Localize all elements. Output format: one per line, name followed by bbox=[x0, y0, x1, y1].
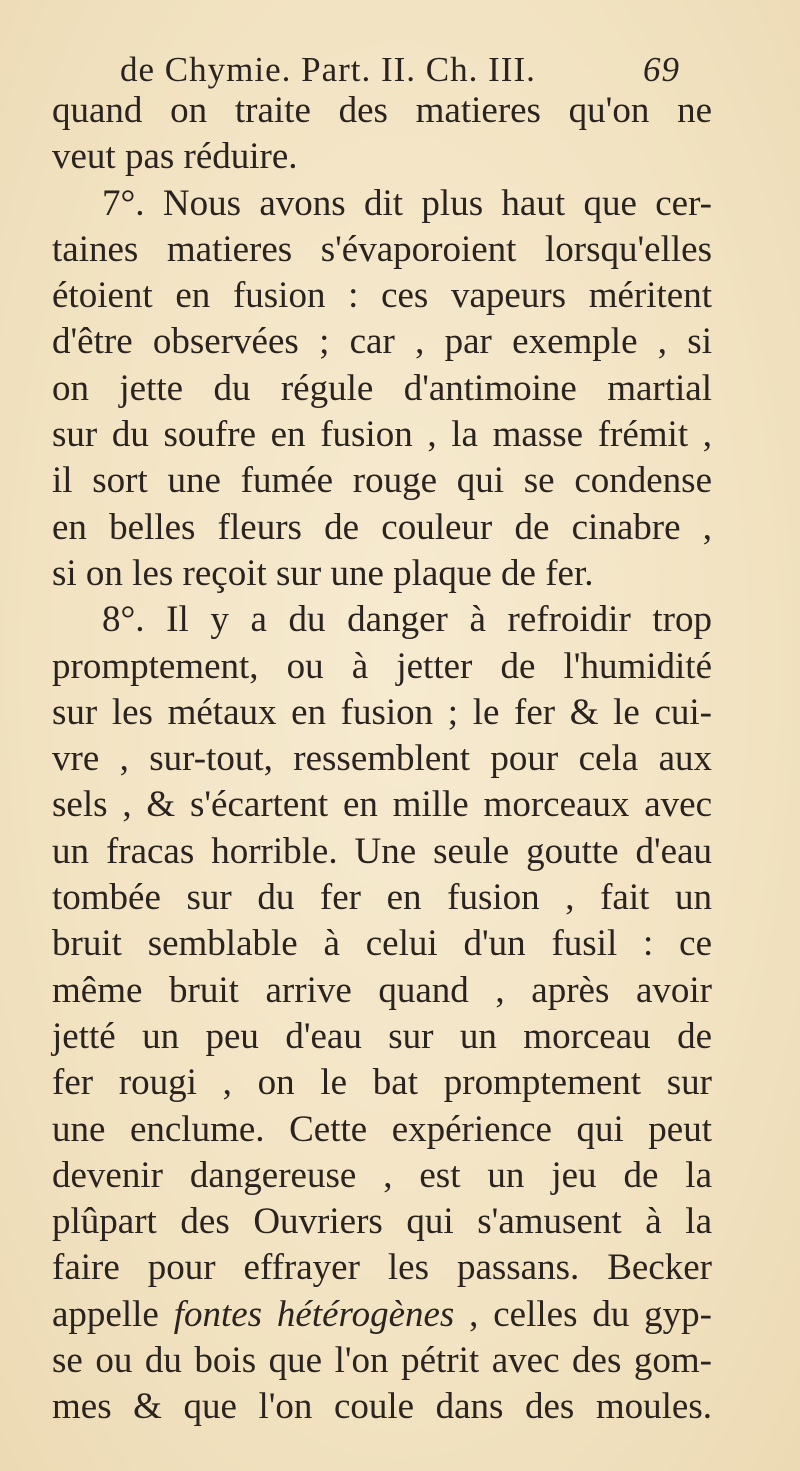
text-line: 7°. Nous avons dit plus haut que cer- bbox=[102, 182, 712, 224]
text-line: quand on traite des matieres qu'on ne bbox=[52, 90, 712, 131]
text-line: d'être observées ; car , par exemple , si bbox=[52, 321, 712, 363]
text-line: sels , & s'écartent en mille morceaux avec bbox=[52, 784, 712, 826]
text-line: sur du soufre en fusion , la masse frémit , bbox=[52, 414, 712, 456]
text-line: sur les métaux en fusion ; le fer & le cui- bbox=[52, 691, 712, 733]
text-line: faire pour effrayer les passans. Becker bbox=[52, 1247, 712, 1289]
text-line: en belles fleurs de couleur de cinabre , bbox=[52, 506, 712, 548]
text-line: une enclume. Cette expérience qui peut bbox=[52, 1108, 712, 1150]
text-line: mes & que l'on coule dans des moules. bbox=[52, 1386, 712, 1428]
text-line: un fracas horrible. Une seule goutte d'eau bbox=[52, 830, 712, 872]
text-line: vre , sur-tout, ressemblent pour cela aux bbox=[52, 738, 712, 780]
text-line: bruit semblable à celui d'un fusil : ce bbox=[52, 923, 712, 965]
text-line: appelle fontes hétérogènes , celles du gyp- bbox=[52, 1293, 713, 1335]
text-line: veut pas réduire. bbox=[52, 136, 298, 178]
running-header bbox=[120, 50, 680, 90]
text-line: taines matieres s'évaporoient lorsqu'elles bbox=[52, 228, 712, 270]
page-number: 69 bbox=[643, 50, 680, 89]
text-line: jetté un peu d'eau sur un morceau de bbox=[52, 1015, 712, 1057]
text-line: 8°. Il y a du danger à refroidir trop bbox=[102, 599, 712, 641]
text-line: on jette du régule d'antimoine martial bbox=[52, 367, 712, 409]
text-line: si on les reçoit sur une plaque de fer. bbox=[52, 552, 594, 594]
text-line: devenir dangereuse , est un jeu de la bbox=[52, 1154, 712, 1196]
text-line: fer rougi , on le bat promptement sur bbox=[52, 1062, 712, 1104]
text-line: tombée sur du fer en fusion , fait un bbox=[52, 877, 712, 919]
text-line: il sort une fumée rouge qui se condense bbox=[52, 460, 712, 502]
text-line: promptement, ou à jetter de l'humidité bbox=[52, 645, 712, 687]
text-line: étoient en fusion : ces vapeurs méritent bbox=[52, 275, 712, 317]
running-title: de Chymie. Part. II. Ch. III. bbox=[120, 50, 536, 89]
body-text bbox=[52, 88, 712, 1431]
text-line: se ou du bois que l'on pétrit avec des gom- bbox=[52, 1340, 712, 1382]
text-line: même bruit arrive quand , après avoir bbox=[52, 969, 712, 1011]
text-line: plûpart des Ouvriers qui s'amusent à la bbox=[52, 1201, 712, 1243]
